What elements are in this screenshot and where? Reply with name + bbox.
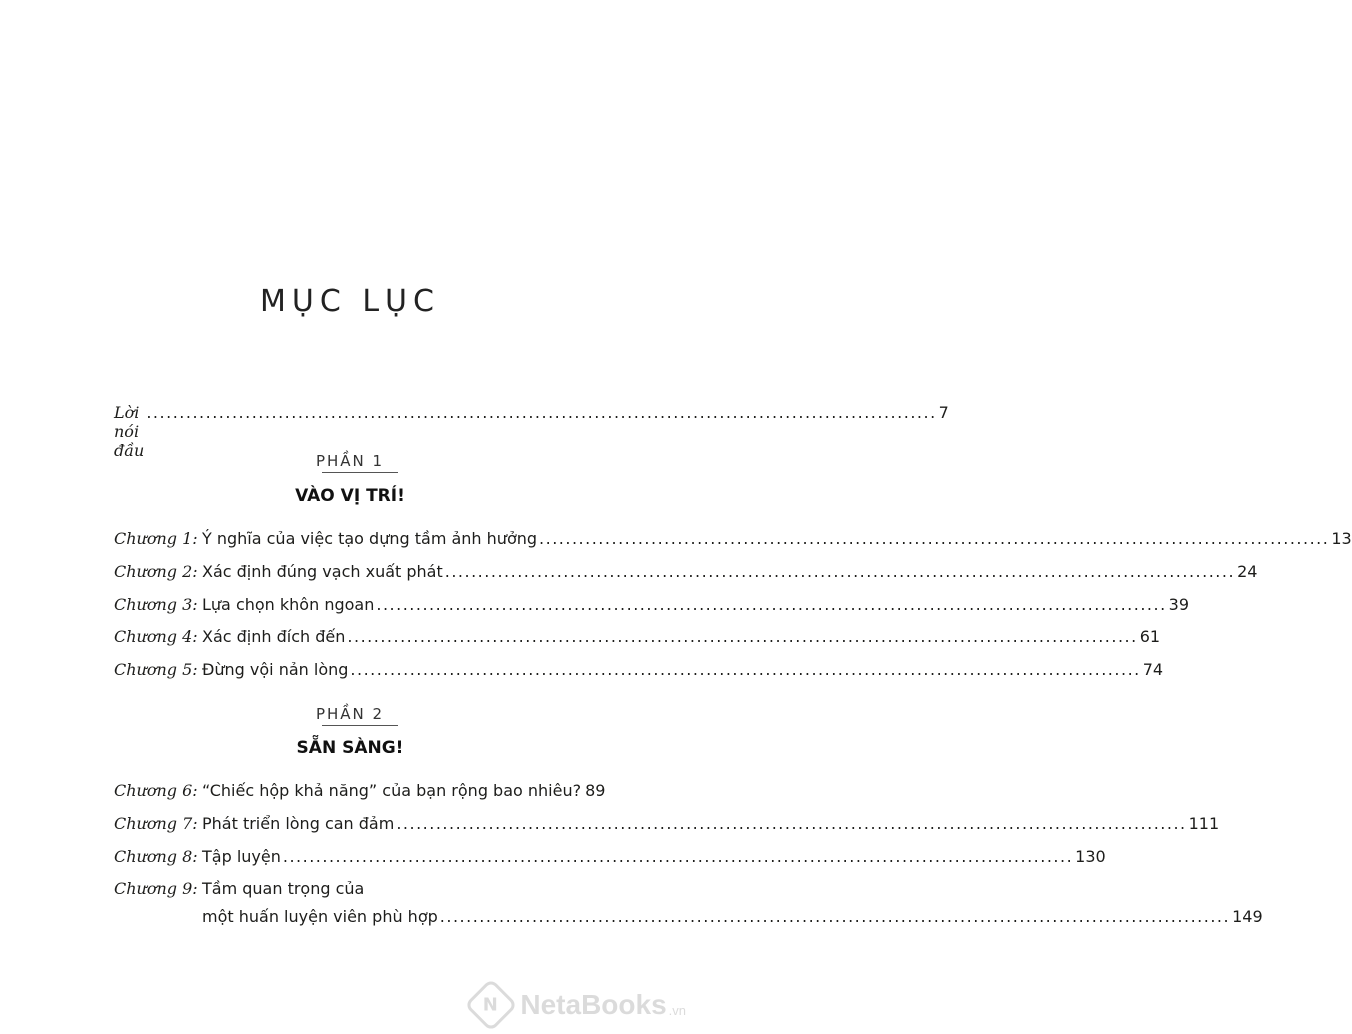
- page-number: 74: [1142, 660, 1164, 679]
- toc-entry-chapter-3[interactable]: [114, 595, 1190, 614]
- chapter-label: Chương 2:: [114, 562, 198, 581]
- chapter-label: Chương 8:: [114, 847, 198, 866]
- chapter-label: Chương 1:: [114, 529, 198, 548]
- page-number: 89: [585, 781, 606, 800]
- dot-leader: ........................................................................................................................: [146, 403, 937, 422]
- page-number: 7: [938, 403, 949, 422]
- chapter-label: Chương 3:: [114, 595, 198, 614]
- chapter-label: Chương 5:: [114, 660, 198, 679]
- dot-leader: ........................................................................................................................: [347, 627, 1138, 646]
- netabooks-watermark: [472, 986, 686, 1024]
- page-number: 61: [1139, 627, 1161, 646]
- part-heading: PHẦN 2: [315, 705, 385, 723]
- toc-entry-chapter-9-continued[interactable]: [202, 907, 1263, 926]
- chapter-title: Tập luyện: [202, 847, 281, 866]
- toc-entry-chapter-9[interactable]: [114, 879, 602, 898]
- watermark-text: NetaBooks: [520, 989, 667, 1020]
- dot-leader: ........................................................................................................................: [396, 814, 1187, 833]
- page-number: 130: [1075, 847, 1106, 866]
- page-number: 13: [1331, 529, 1352, 548]
- page-title: MỤC LỤC: [260, 284, 440, 319]
- dot-leader: ........................................................................................................................: [539, 529, 1330, 548]
- chapter-title: Đừng vội nản lòng: [202, 660, 349, 679]
- page-number: 39: [1168, 595, 1190, 614]
- page-number: 111: [1188, 814, 1220, 833]
- toc-entry-chapter-4[interactable]: [114, 627, 1161, 646]
- toc-entry-chapter-5[interactable]: [114, 660, 1164, 679]
- part-heading: PHẦN 1: [315, 452, 385, 470]
- toc-entry-chapter-2[interactable]: [114, 562, 1258, 581]
- part-divider: [322, 472, 398, 473]
- preface-label: Lời nói đầu: [114, 403, 145, 460]
- netabooks-logo-icon: N: [465, 978, 519, 1032]
- chapter-title: Phát triển lòng can đảm: [202, 814, 395, 833]
- dot-leader: ........................................................................................................................: [439, 907, 1231, 926]
- chapter-title: Lựa chọn khôn ngoan: [202, 595, 375, 614]
- page-number: 149: [1232, 907, 1263, 926]
- toc-entry-chapter-6[interactable]: [114, 781, 606, 800]
- part-title: SẴN SÀNG!: [296, 738, 404, 758]
- chapter-label: Chương 9:: [114, 879, 198, 898]
- chapter-title: Ý nghĩa của việc tạo dựng tầm ảnh hưởng: [202, 529, 538, 548]
- chapter-title: Tầm quan trọng của: [202, 879, 365, 898]
- watermark-suffix: .vn: [668, 1002, 686, 1018]
- dot-leader: ........................................................................................................................: [350, 660, 1141, 679]
- dot-leader: ........................................................................................................................: [376, 595, 1167, 614]
- toc-entry-chapter-1[interactable]: [114, 529, 1352, 548]
- page-number: 24: [1237, 562, 1258, 581]
- part-divider: [322, 725, 398, 726]
- chapter-title: Xác định đúng vạch xuất phát: [202, 562, 443, 581]
- chapter-label: Chương 6:: [114, 781, 198, 800]
- chapter-label: Chương 4:: [114, 627, 198, 646]
- dot-leader: ........................................................................................................................: [282, 847, 1074, 866]
- chapter-label: Chương 7:: [114, 814, 198, 833]
- chapter-title: “Chiếc hộp khả năng” của bạn rộng bao nhiêu?: [202, 781, 582, 800]
- part-title: VÀO VỊ TRÍ!: [295, 486, 405, 506]
- chapter-title-continued: một huấn luyện viên phù hợp: [202, 907, 438, 926]
- dot-leader: ........................................................................................................................: [444, 562, 1236, 581]
- toc-entry-chapter-8[interactable]: [114, 847, 1106, 866]
- chapter-title: Xác định đích đến: [202, 627, 346, 646]
- toc-entry-chapter-7[interactable]: [114, 814, 1220, 833]
